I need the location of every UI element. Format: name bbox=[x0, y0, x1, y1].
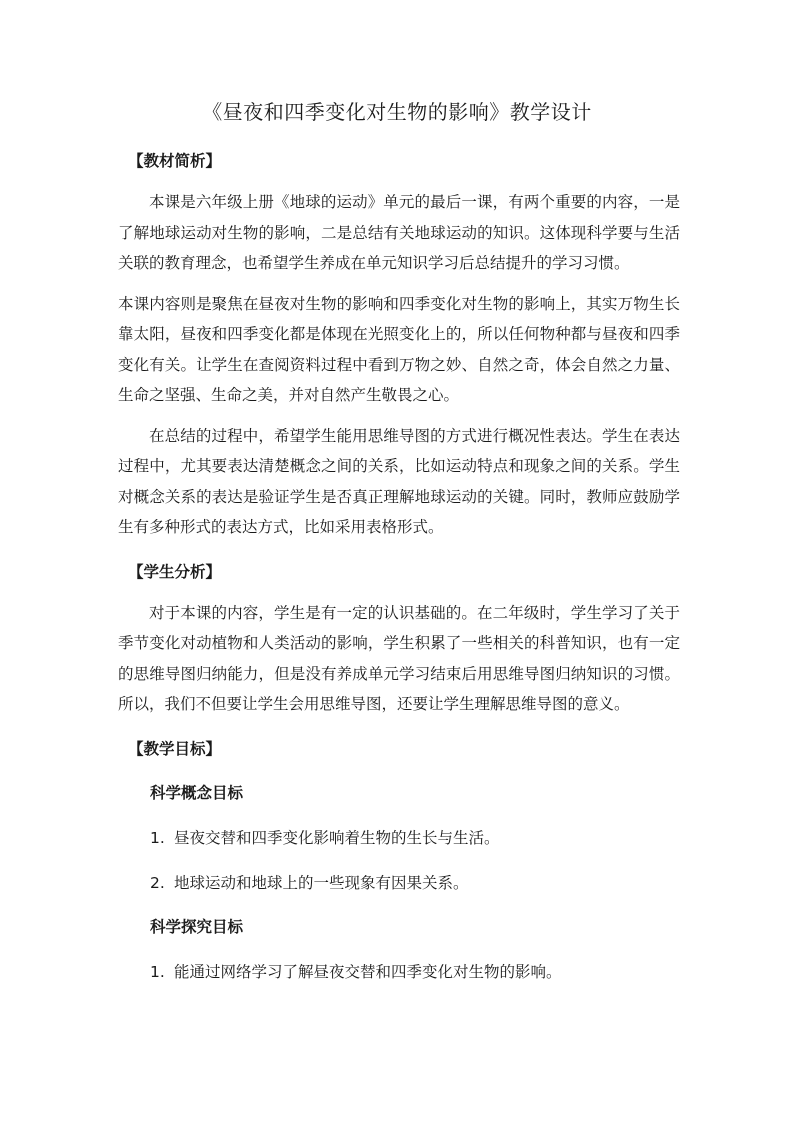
list-item-number: 2. bbox=[150, 873, 165, 892]
list-item bbox=[150, 872, 680, 894]
list-item-number: 1. bbox=[150, 962, 165, 981]
section-heading-student-analysis: 【学生分析】 bbox=[128, 562, 222, 581]
paragraph: 本课内容则是聚焦在昼夜对生物的影响和四季变化对生物的影响上，其实万物生长靠太阳，昼夜和四季变化都是体现在光照变化上的，所以任何物种都与昼夜和四季变化有关。让学生在查阅资料过程中看到万物之妙、自然之奇，体会自然之力量、生命之坚强、生命之美，并对自然产生敬畏之心。 bbox=[118, 294, 680, 404]
paragraph: 本课是六年级上册《地球的运动》单元的最后一课，有两个重要的内容，一是了解地球运动对生物的影响，二是总结有关地球运动的知识。这体现科学要与生活关联的教育理念，也希望学生养成在单元知识学习后总结提升的学习习惯。 bbox=[118, 193, 680, 272]
document-body bbox=[118, 150, 680, 983]
list-item-text: 能通过网络学习了解昼夜交替和四季变化对生物的影响。 bbox=[174, 962, 562, 981]
subheading-concept-goals: 科学概念目标 bbox=[150, 783, 244, 802]
list-item-text: 地球运动和地球上的一些现象有因果关系。 bbox=[174, 873, 469, 892]
document-title: 《昼夜和四季变化对生物的影响》教学设计 bbox=[202, 100, 592, 124]
list-item bbox=[150, 961, 680, 983]
section-heading-teaching-goals: 【教学目标】 bbox=[128, 739, 222, 758]
list-item-text: 昼夜交替和四季变化影响着生物的生长与生活。 bbox=[174, 828, 500, 847]
section-heading-textbook-analysis: 【教材简析】 bbox=[128, 152, 222, 170]
subheading-inquiry-goals: 科学探究目标 bbox=[150, 917, 244, 936]
paragraph: 在总结的过程中，希望学生能用思维导图的方式进行概况性表达。学生在表达过程中，尤其要表达清楚概念之间的关系，比如运动特点和现象之间的关系。学生对概念关系的表达是验证学生是否真正理解地球运动的关键。同时，教师应鼓励学生有多种形式的表达方式，比如采用表格形式。 bbox=[118, 426, 680, 536]
paragraph: 对于本课的内容，学生是有一定的认识基础的。在二年级时，学生学习了关于季节变化对动植物和人类活动的影响，学生积累了一些相关的科普知识，也有一定的思维导图归纳能力，但是没有养成单元学习结束后用思维导图归纳知识的习惯。所以，我们不但要让学生会用思维导图，还要让学生理解思维导图的意义。 bbox=[118, 603, 680, 713]
list-item bbox=[150, 827, 680, 849]
list-item-number: 1. bbox=[150, 828, 165, 847]
